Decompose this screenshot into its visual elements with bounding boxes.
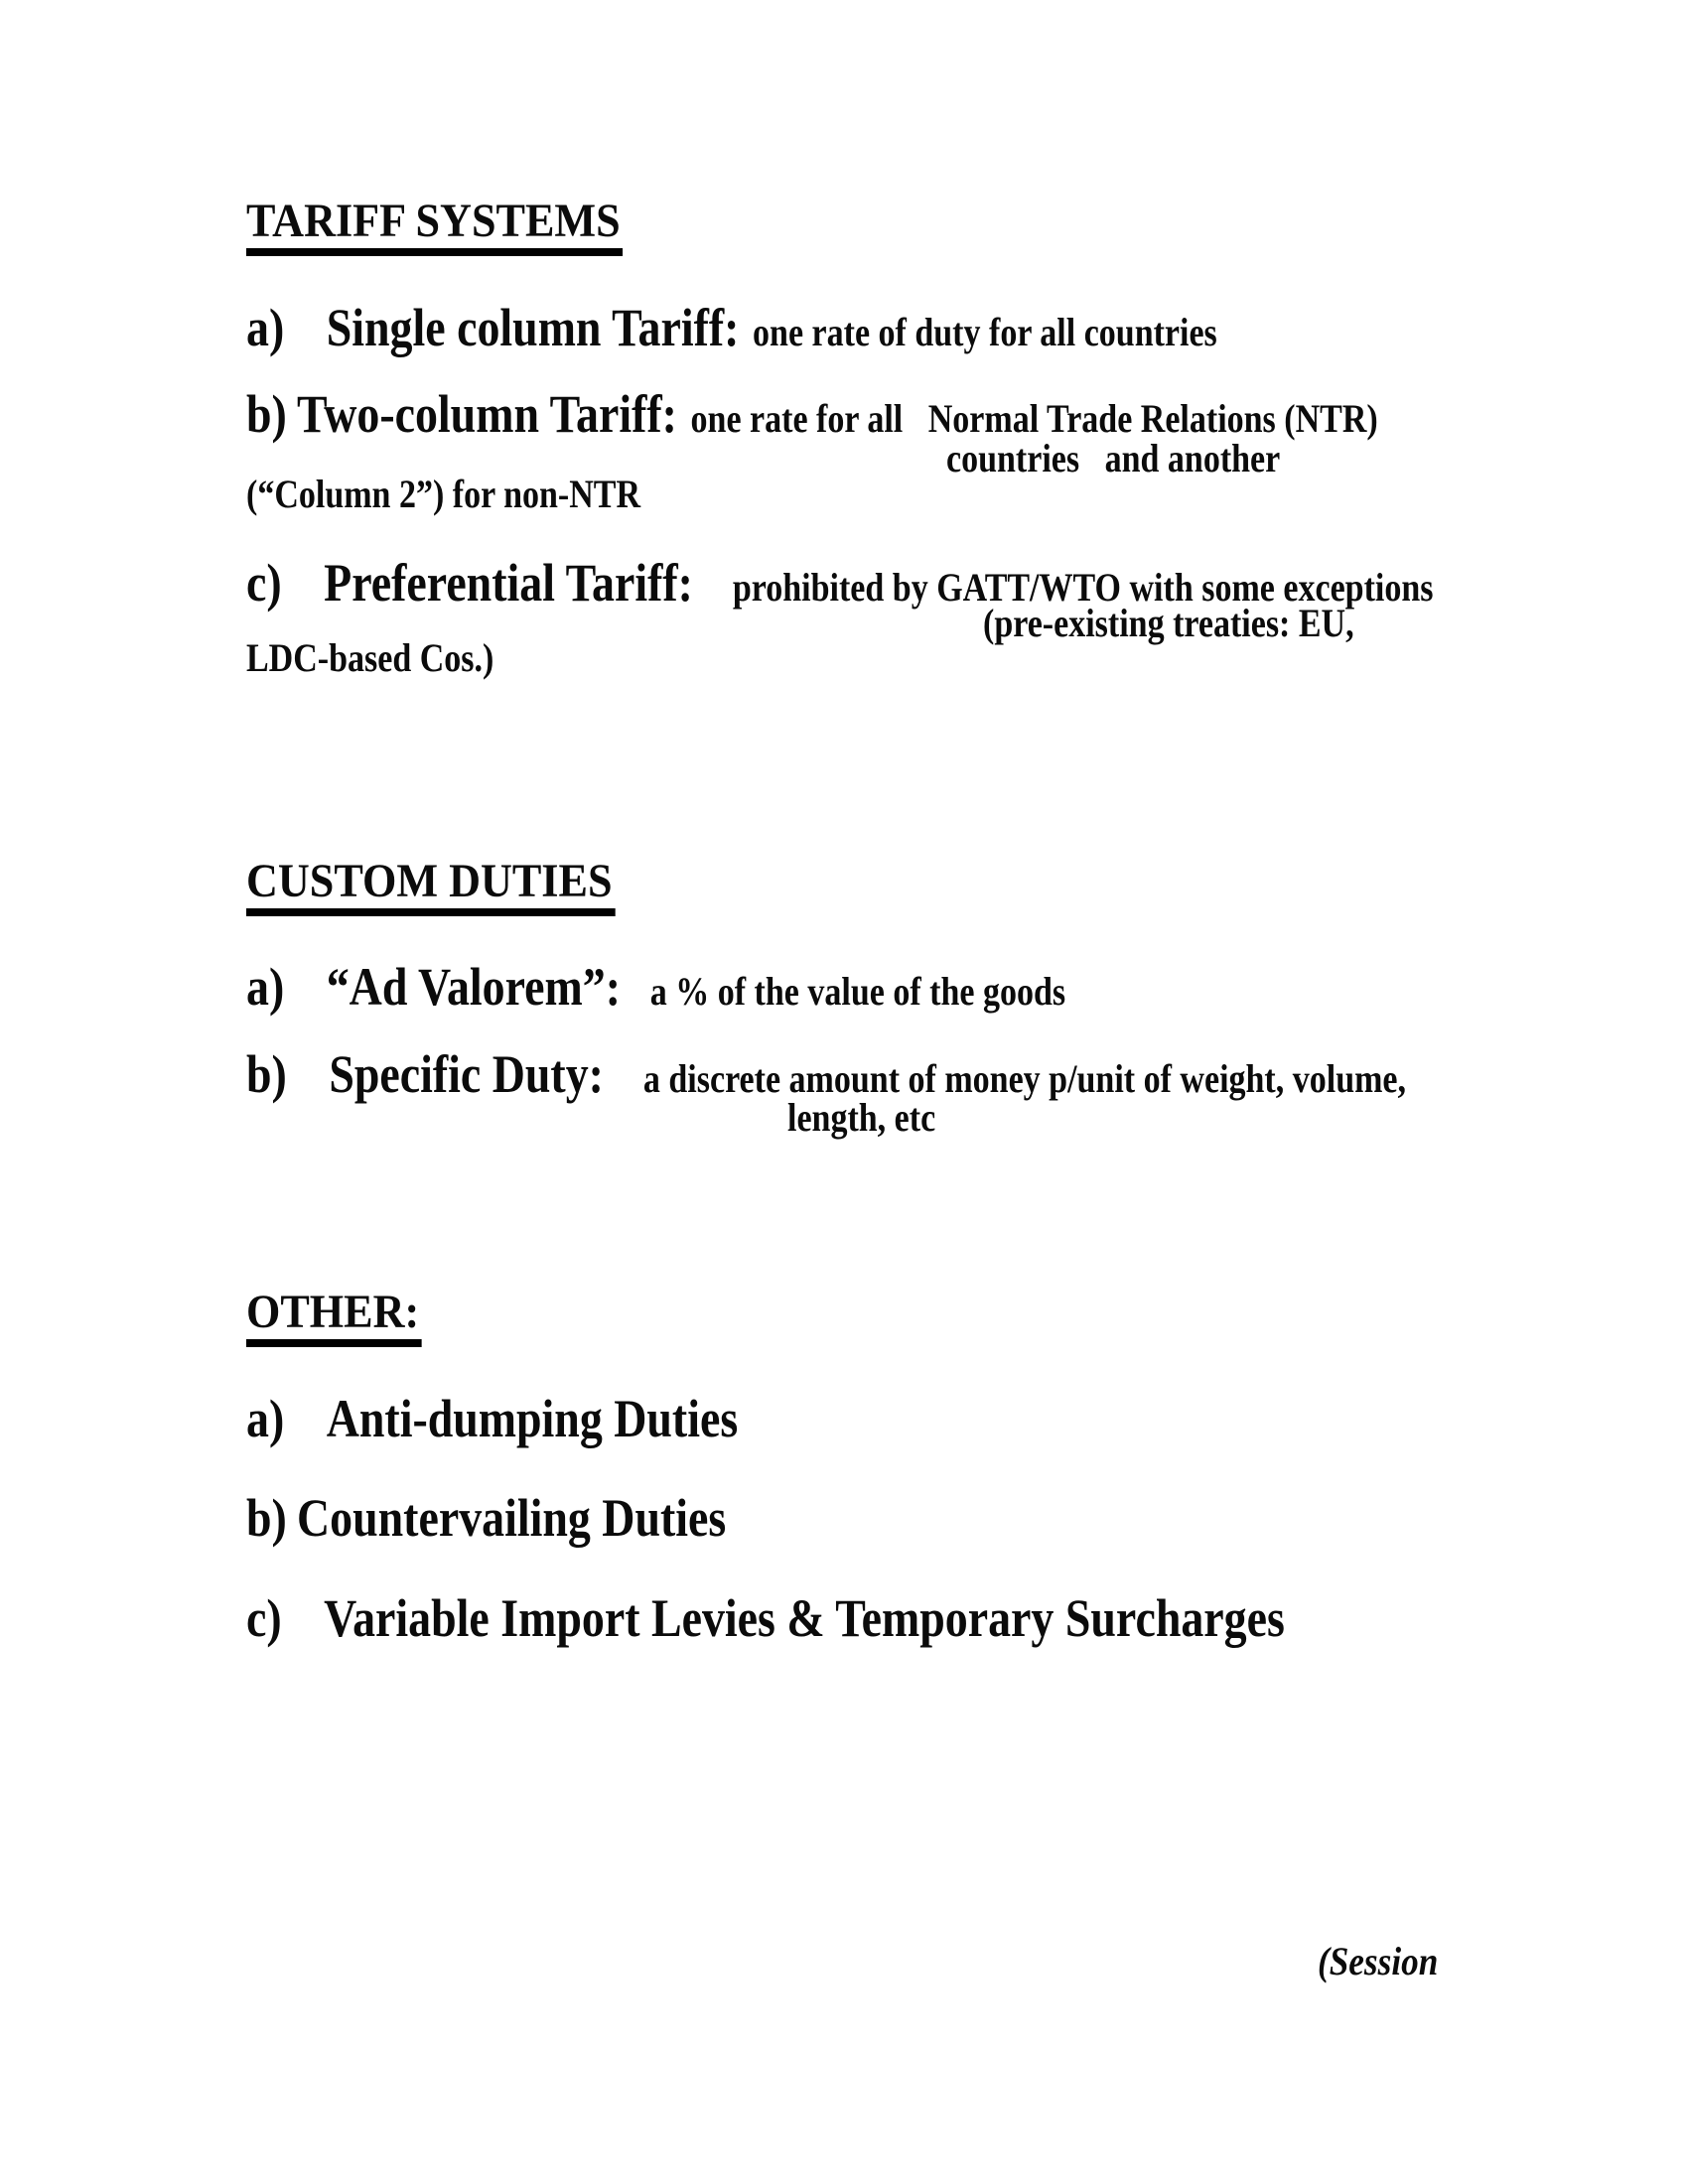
list-item — [246, 1488, 727, 1548]
continuation-line: LDC-based Cos.) — [246, 635, 494, 680]
item-definition: a % of the value of the goods — [649, 969, 1066, 1014]
continuation-line: countries and another — [946, 436, 1281, 480]
continuation-line: (“Column 2”) for non-NTR — [246, 472, 641, 516]
list-item — [246, 957, 1066, 1017]
item-label: b) — [246, 1044, 287, 1104]
item-term: Countervailing Duties — [297, 1488, 727, 1548]
continuation-line: length, etc — [787, 1095, 936, 1140]
continuation-line: (pre-existing treaties: EU, — [983, 601, 1354, 645]
list-item — [246, 1389, 739, 1448]
item-label: a) — [246, 1389, 285, 1448]
item-term: Anti-dumping Duties — [326, 1389, 739, 1448]
list-item — [246, 384, 1378, 444]
item-label: a) — [246, 298, 285, 357]
item-definition: one rate of duty for all countries — [753, 310, 1217, 354]
item-definition: one rate for all — [690, 396, 904, 441]
item-label: b) — [246, 384, 287, 444]
list-item — [246, 298, 1217, 357]
item-label: c) — [246, 1588, 282, 1648]
list-item — [246, 1044, 1407, 1104]
section-heading: TARIFF SYSTEMS — [246, 198, 623, 256]
item-label: b) — [246, 1488, 287, 1548]
item-label: c) — [246, 553, 282, 613]
item-term: Single column Tariff: — [326, 298, 740, 357]
footer-note: (Session — [1318, 1939, 1439, 1983]
item-definition: a discrete amount of money p/unit of weight, volume, — [642, 1056, 1407, 1101]
section-heading: OTHER: — [246, 1289, 422, 1347]
item-term: Preferential Tariff: — [324, 553, 693, 613]
item-label: a) — [246, 957, 285, 1017]
section-heading: CUSTOM DUTIES — [246, 858, 615, 916]
item-term: Specific Duty: — [329, 1044, 604, 1104]
item-definition-right: Normal Trade Relations (NTR) — [927, 396, 1378, 441]
list-item — [246, 1588, 1285, 1648]
item-term: Variable Import Levies & Temporary Surcharges — [324, 1588, 1285, 1648]
item-term: Two-column Tariff: — [297, 384, 677, 444]
item-definition: prohibited by GATT/WTO with some exceptions — [732, 565, 1434, 610]
item-term: “Ad Valorem”: — [326, 957, 621, 1017]
